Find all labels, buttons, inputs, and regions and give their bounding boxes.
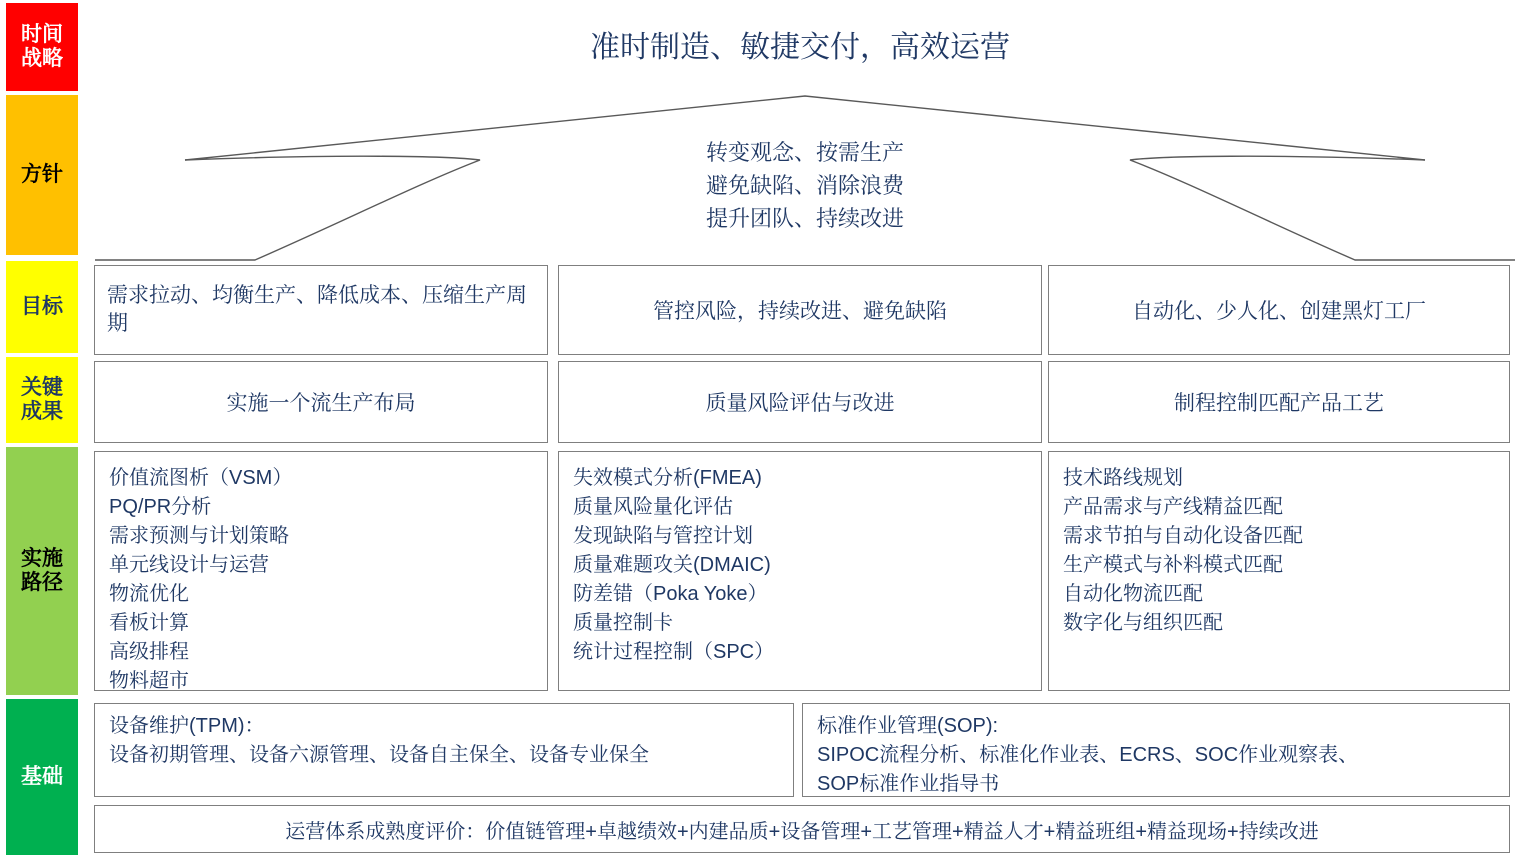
key-result-text-3: 制程控制匹配产品工艺 xyxy=(1174,392,1384,415)
path-item: 需求预测与计划策略 xyxy=(109,525,289,547)
path-item: 价值流图析（VSM） xyxy=(109,467,293,489)
strategy-headline: 准时制造、敏捷交付，高效运营 xyxy=(590,31,1010,64)
path-item: 看板计算 xyxy=(109,612,189,634)
foundation-line: SOP标准作业指导书 xyxy=(817,773,1000,795)
policy-text xyxy=(90,136,1520,235)
rail-path-line-2: 路径 xyxy=(21,571,63,594)
rail-foundation xyxy=(6,699,78,855)
rail-policy-line-1: 方针 xyxy=(21,162,63,186)
path-item: 数字化与组织匹配 xyxy=(1063,612,1223,634)
key-result-text-2: 质量风险评估与改进 xyxy=(705,392,895,415)
path-item: 失效模式分析(FMEA) xyxy=(573,467,762,489)
foundation-line: 设备维护(TPM)： xyxy=(109,715,265,737)
foundation-line: 设备初期管理、设备六源管理、设备自主保全、设备专业保全 xyxy=(109,744,649,766)
path-item: 自动化物流匹配 xyxy=(1063,583,1203,605)
path-item: 物料超市 xyxy=(109,670,189,692)
path-item: 高级排程 xyxy=(109,641,189,663)
path-item: 物流优化 xyxy=(109,583,189,605)
path-item: 防差错（Poka Yoke） xyxy=(573,583,768,605)
policy-line-2: 避免缺陷、消除浪费 xyxy=(705,173,904,198)
path-item: 发现缺陷与管控计划 xyxy=(573,525,753,547)
path-box-2 xyxy=(558,451,1042,691)
key-result-box-2 xyxy=(558,361,1042,443)
goal-text-2: 管控风险，持续改进、避免缺陷 xyxy=(653,300,947,323)
rail-policy xyxy=(6,95,78,255)
rail-goal-line-1: 目标 xyxy=(21,294,63,318)
rail-path-line-1: 实施 xyxy=(21,546,63,570)
path-item: 生产模式与补料模式匹配 xyxy=(1063,554,1283,576)
goal-text-3: 自动化、少人化、创建黑灯工厂 xyxy=(1132,300,1426,323)
path-item: 质量控制卡 xyxy=(573,612,673,634)
key-result-text-1: 实施一个流生产布局 xyxy=(226,392,416,415)
goal-box-1 xyxy=(94,265,548,355)
foundation-line: SIPOC流程分析、标准化作业表、ECRS、SOC作业观察表、 xyxy=(817,744,1359,766)
path-item: 需求节拍与自动化设备匹配 xyxy=(1063,525,1303,547)
rail-strategy xyxy=(6,3,78,91)
rail-key-result-line-2: 成果 xyxy=(21,400,63,423)
path-item: 单元线设计与运营 xyxy=(109,554,269,576)
maturity-evaluation-box xyxy=(94,805,1510,853)
rail-key-result xyxy=(6,357,78,443)
path-item: 技术路线规划 xyxy=(1063,467,1183,489)
path-box-3 xyxy=(1048,451,1510,691)
rail-strategy-line-1: 时间 xyxy=(21,22,63,46)
goal-box-3 xyxy=(1048,265,1510,355)
rail-path xyxy=(6,447,78,695)
policy-line-1: 转变观念、按需生产 xyxy=(705,140,904,165)
path-box-1 xyxy=(94,451,548,691)
rail-key-result-line-1: 关键 xyxy=(21,375,63,399)
rail-strategy-line-2: 战略 xyxy=(21,47,63,70)
rail-foundation-line-1: 基础 xyxy=(21,764,63,788)
path-item: 产品需求与产线精益匹配 xyxy=(1063,496,1283,518)
foundation-box-sop xyxy=(802,703,1510,797)
foundation-line: 标准作业管理(SOP): xyxy=(817,715,999,737)
path-item: 统计过程控制（SPC） xyxy=(573,641,775,663)
key-result-box-3 xyxy=(1048,361,1510,443)
foundation-box-tpm xyxy=(94,703,794,797)
rail-goal xyxy=(6,261,78,353)
policy-line-3: 提升团队、持续改进 xyxy=(705,206,904,231)
path-item: 质量风险量化评估 xyxy=(573,496,733,518)
path-item: PQ/PR分析 xyxy=(109,496,212,518)
goal-box-2 xyxy=(558,265,1042,355)
maturity-text: 运营体系成熟度评价：价值链管理+卓越绩效+内建品质+设备管理+工艺管理+精益人才+精益班组+精益现场+持续改进 xyxy=(285,820,1319,843)
goal-text-1: 需求拉动、均衡生产、降低成本、压缩生产周期 xyxy=(107,283,527,335)
key-result-box-1 xyxy=(94,361,548,443)
path-item: 质量难题攻关(DMAIC) xyxy=(573,554,771,576)
